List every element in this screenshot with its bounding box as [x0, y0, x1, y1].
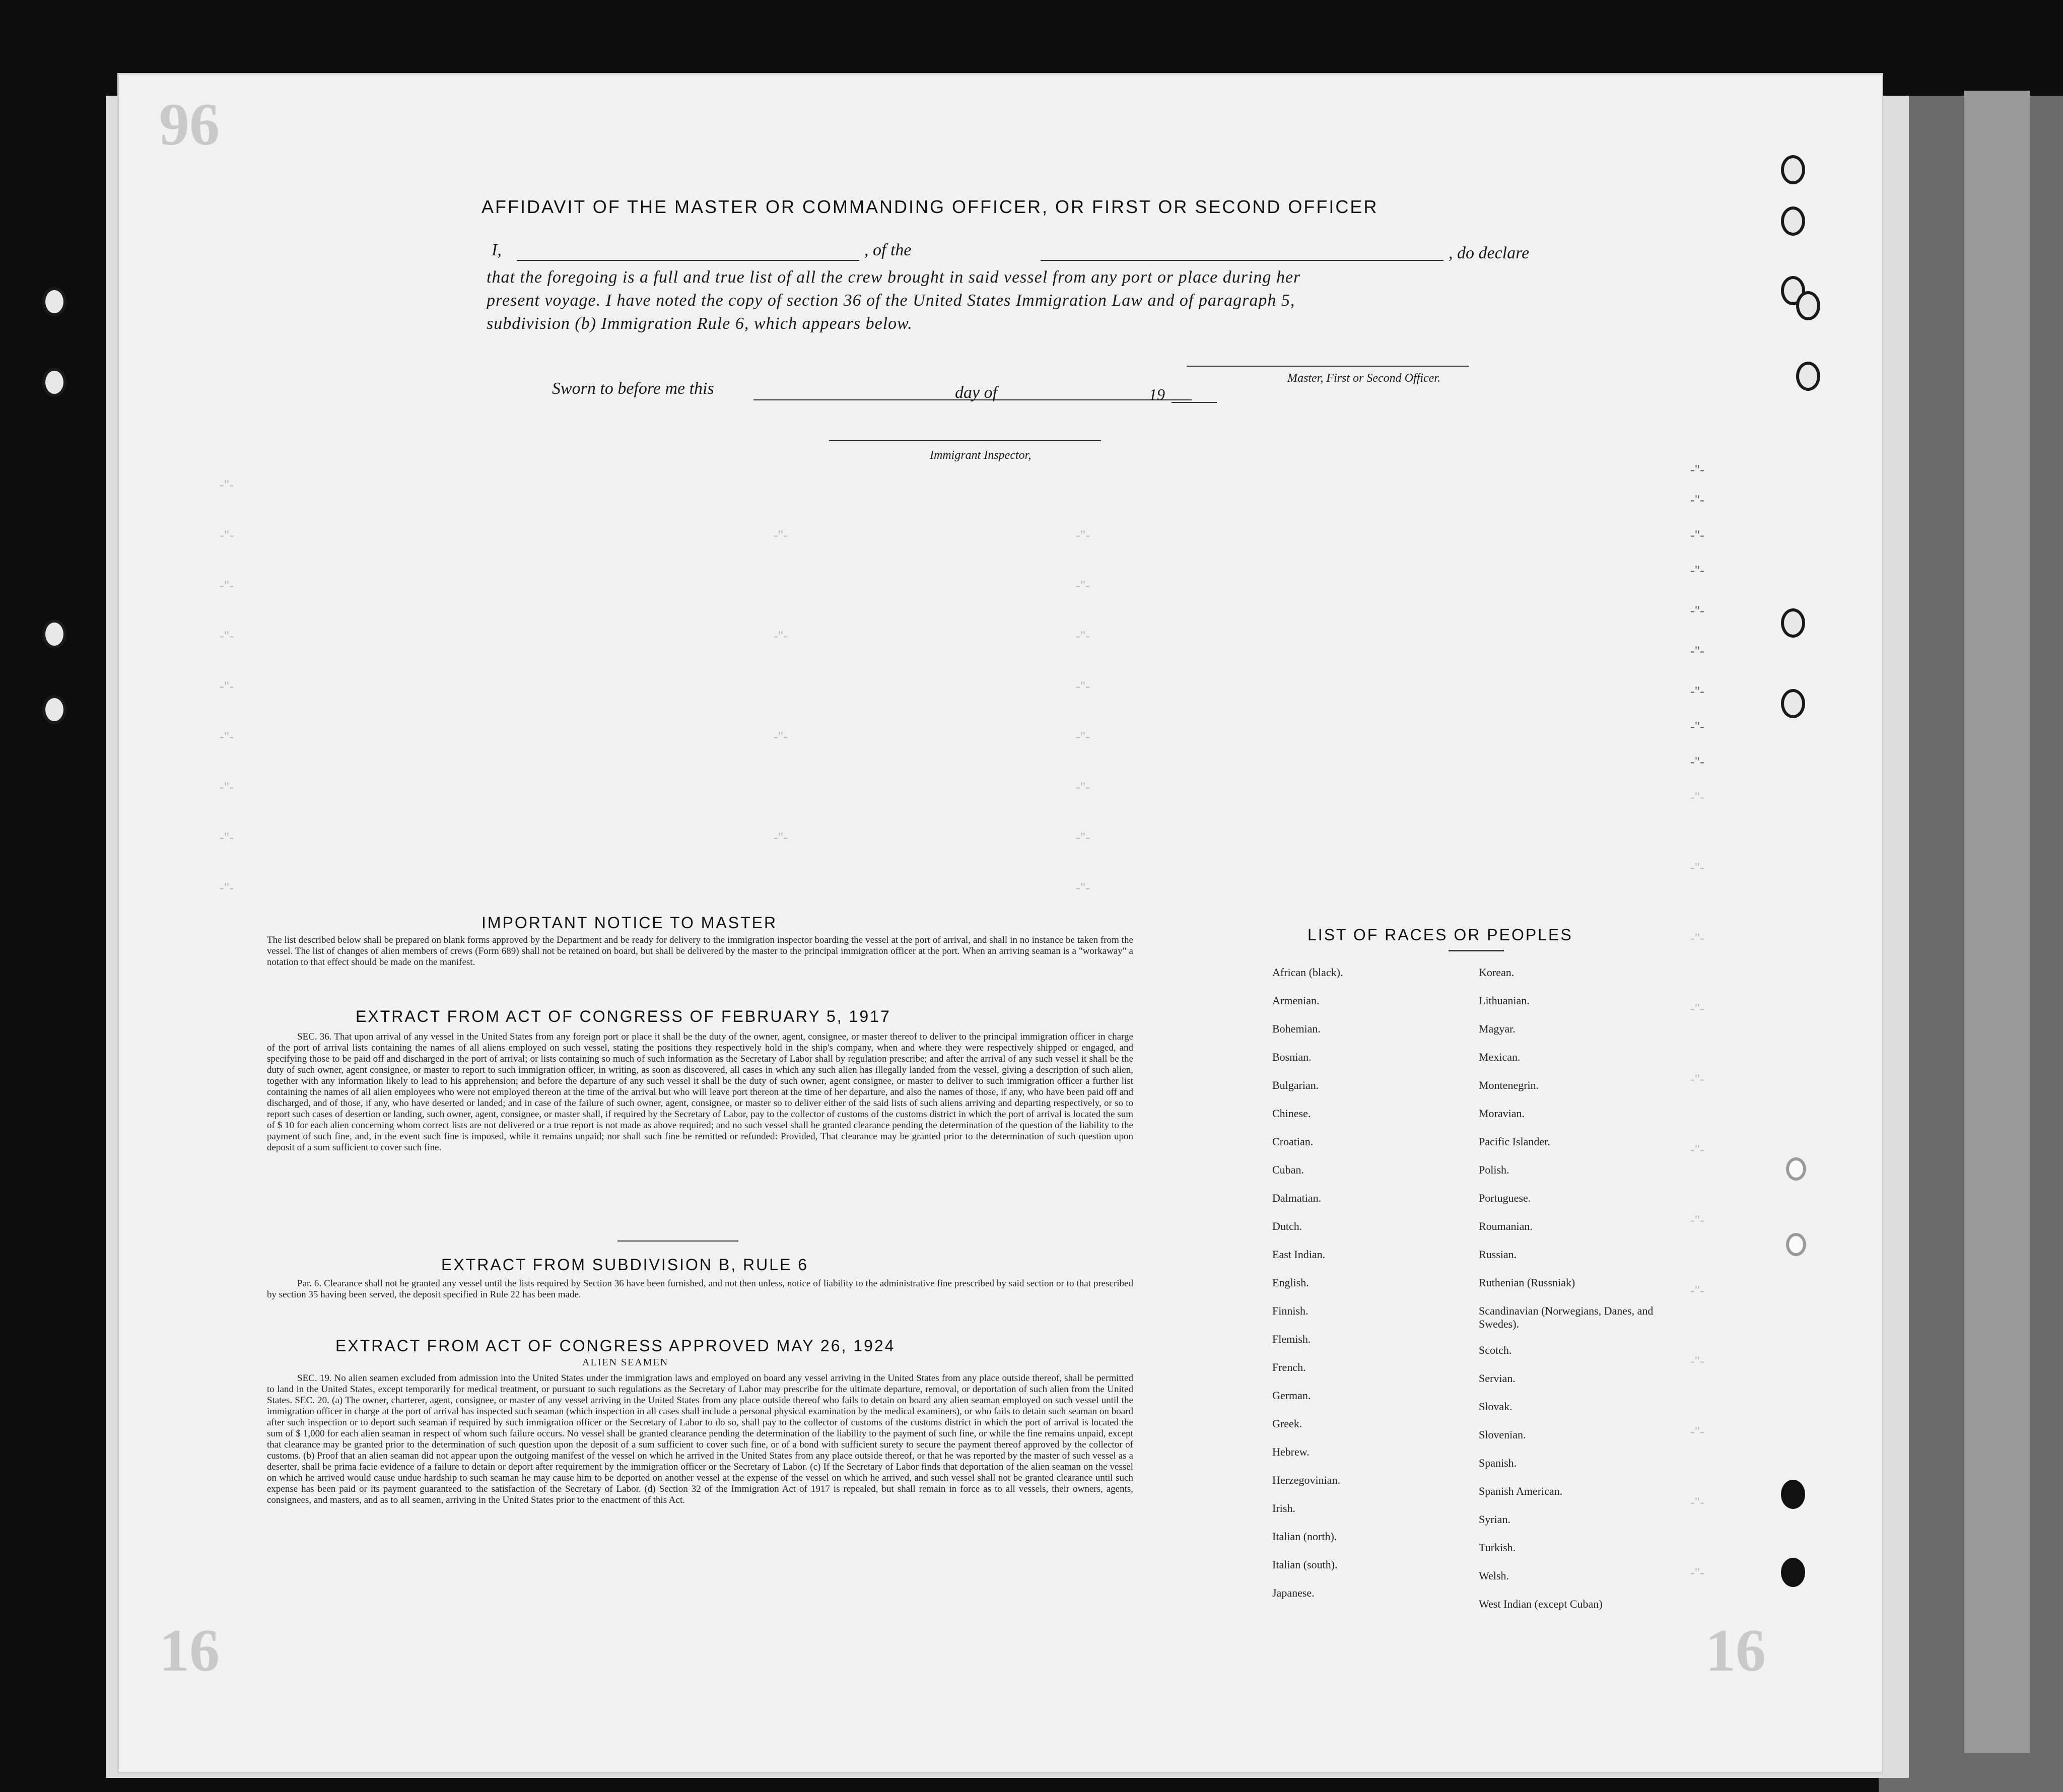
race-item: Japanese. [1272, 1587, 1315, 1599]
race-item: Dalmatian. [1272, 1192, 1322, 1204]
affidavit-do-declare: , do declare [1449, 244, 1530, 262]
extract-1924-subtitle: ALIEN SEAMEN [582, 1357, 669, 1368]
extract-1917-text: SEC. 36. That upon arrival of any vessel in the United States from any foreign port or place it shall be the duty of the owner, agent, consignee, or master thereof to deliver to the principal immigration officer in charge of the port of arrival lists containing the names of all aliens employed on such vessel, stating the positions they respectively hold in the ship's company, when and where they were respectively shipped or engaged, and specifying those to be paid off and discharged in the port of arrival; or lists containing so much of such information as the Secretary of Labor shall by regulation prescribe; and after the arrival of any such vessel it shall be the duty of such owner, agent consignee, or master to report to such immigration officer, in writing, as soon as discovered, all cases in which any such alien has illegally landed from the vessel, giving a description of such alien, together with any information likely to lead to his apprehension; and before the departure of any such vessel it shall be the duty of such owner, agent consignee, or master to deliver to such immigration officer a further list containing the names of all alien employees who were not employed thereon at the time of the arrival but who will leave port thereon at the time of her departure, and also the names of those, if any, who have been paid off and discharged, and of those, if any, who have deserted or landed; and in case of the failure of such owner, agent, consignee, or master so to deliver either of the said lists of such aliens arriving and departing respectively, or so to report such cases of desertion or landing, such owner, agent, consignee, or master shall, if required by the Secretary of Labor, pay to the collector of customs of the customs district in which the port of arrival is located the sum of $ 10 for each alien concerning whom correct lists are not delivered or a true report is not made as above required; and no such vessel shall be granted clearance pending the determination of the question of the liability to the payment of such fine, and, in the event such fine is imposed, while it remains unpaid; nor shall such fine be remitted or refunded: Provided, That clearance may be granted prior to the determination of such question upon deposit of a sum sufficient to cover such fine. [267, 1031, 1133, 1153]
binder-hole-left [42, 695, 66, 724]
race-item: Slovenian. [1479, 1428, 1526, 1441]
affidavit-i-label: I, [492, 241, 502, 259]
binder-hole [1796, 362, 1820, 391]
race-item: Dutch. [1272, 1220, 1302, 1232]
race-item: Italian (south). [1272, 1558, 1338, 1571]
extract-1917-title: EXTRACT FROM ACT OF CONGRESS OF FEBRUARY 5, 1917 [356, 1007, 891, 1025]
notice-text: The list described below shall be prepared on blank forms approved by the Department and be ready for delivery to the immigration inspector boarding the vessel at the port of arrival, and shall in no instance be taken from the vessel. The list of changes of alien members of crews (Form 689) shall not be retained on board, but shall be delivered by the master to the principal immigration officer at the port. When an arriving seaman is a "workaway" a notation to that effect should be made on the manifest. [267, 935, 1133, 968]
binder-hole [1781, 608, 1805, 638]
race-item: Cuban. [1272, 1163, 1304, 1176]
race-item: Turkish. [1479, 1541, 1516, 1554]
ghost-page-number: 96 [159, 91, 220, 158]
day-of-label: day of [955, 383, 998, 402]
affidavit-title: AFFIDAVIT OF THE MASTER OR COMMANDING OFFICER, OR FIRST OR SECOND OFFICER [482, 196, 1379, 217]
races-left-list [1272, 966, 1343, 1615]
race-item: Roumanian. [1479, 1220, 1533, 1232]
race-item: Korean. [1479, 966, 1515, 979]
affidavit-body-line-2: present voyage. I have noted the copy of section 36 of the United States Immigration Law and of paragraph 5, [487, 291, 1295, 310]
race-item: West Indian (except Cuban) [1479, 1598, 1603, 1610]
binder-hole [1781, 689, 1805, 718]
inspector-signature-line[interactable] [829, 440, 1101, 441]
race-item: Chinese. [1272, 1107, 1311, 1120]
race-item: Herzegovinian. [1272, 1474, 1340, 1486]
race-item: English. [1272, 1276, 1309, 1289]
binder-hole-left [42, 619, 66, 649]
race-item: Mexican. [1479, 1051, 1521, 1063]
race-item: Scotch. [1479, 1344, 1512, 1356]
race-item: East Indian. [1272, 1248, 1326, 1261]
race-item: Greek. [1272, 1417, 1302, 1430]
race-item: Russian. [1479, 1248, 1517, 1261]
vessel-blank-line[interactable] [1041, 260, 1443, 261]
binder-hole [1781, 1558, 1805, 1587]
affidavit-of-the: , of the [864, 241, 912, 259]
race-item: Servian. [1479, 1372, 1516, 1385]
year-blank-line[interactable] [1172, 402, 1217, 403]
sworn-month-line[interactable] [1041, 399, 1192, 400]
race-item: Armenian. [1272, 994, 1320, 1007]
race-item: Syrian. [1479, 1513, 1510, 1526]
ghost-page-number-right: 16 [1705, 1617, 1766, 1684]
races-title-underline [1449, 950, 1504, 951]
race-item: Bulgarian. [1272, 1079, 1319, 1091]
binder-hole [1781, 1480, 1805, 1509]
races-right-list [1479, 966, 1660, 1626]
document-page: 96 16 16 -"- -"- -"- -"- -"- -"- -"- -"- -"- -"- -"- -"- -"- -"- -"- -"- -"- -"- -"- -"- -"- -"- -"- -"- -"- -"- -"- -"- -"- -"- -"- -"- -"- -"- -"- -"- -"- -"- -"- -"- -"- -"- AFFIDAVIT OF THE MASTER OR COMMANDING OFFICER, OR FIRST OR SECOND OFFICER I, , of the , do declare that the foregoing is a full and true list of all the crew brought in said vessel from any port or place during her present voyage. I have noted the copy of section 36 of the United States Immigration Law and of paragraph 5, subdivision (b) Immigration Rule 6, which appears below. Master, First or Second Officer. Sworn to before me this day of 19 Immigrant Inspector, IMPORTANT NOTICE TO MASTER The list described below shall be prepared on blank forms approved by the Department and be ready for delivery to the immigration inspector boarding the vessel at the port of arrival, and shall in no instance be taken from the vessel. The list of changes of alien members of crews (Form 689) shall not be retained on board, but shall be delivered by the master to the principal immigration officer at the port. When an arriving seaman is a "workaway" a notation to that effect should be made on the manifest. EXTRACT FROM ACT OF CONGRESS OF FEBRUARY 5, 1917 SEC. 36. That upon arrival of any vessel in the United States from any foreign port or place it shall be the duty of the owner, agent, consignee, or master thereof to deliver to the principal immigration officer in charge of the port of arrival lists containing the names of all aliens employed on such vessel, stating the positions they respectively hold in the ship's company, when and where they were respectively shipped or engaged, and specifying those to be paid off and discharged in the port of arrival; or lists containing so much of such information as the Secretary of Labor shall by regulation prescribe; and after the arrival of any such vessel it shall be the duty of such owner, agent consignee, or master to report to such immigration officer, in writing, as soon as discovered, all cases in which any such alien has illegally landed from the vessel, giving a description of such alien, together with any information likely to lead to his apprehension; and before the departure of any such vessel it shall be the duty of such owner, agent consignee, or master to deliver to such immigration officer a further list containing the names of all alien employees who were not employed thereon at the time of the arrival but who will leave port thereon at the time of her departure, and also the names of those, if any, who have been paid off and discharged, and of those, if any, who have deserted or landed; and in case of the failure of such owner, agent, consignee, or master so to deliver either of the said lists of such aliens arriving and departing respectively, or so to report such cases of desertion or landing, such owner, agent, consignee, or master shall, if required by the Secretary of Labor, pay to the collector of customs of the customs district in which the port of arrival is located the sum of $ 10 for each alien concerning whom correct lists are not delivered or a true report is not made as above required; and no such vessel shall be granted clearance pending the determination of the question of the liability to the payment of such fine, and, in the event such fine is imposed, while it remains unpaid; nor shall such fine be remitted or refunded: Provided, That clearance may be granted prior to the determination of such question upon deposit of a sum sufficient to cover such fine. EXTRACT FROM SUBDIVISION B, RULE 6 Par. 6. Clearance shall not be granted any vessel until the lists required by Section 36 have been furnished, and not then unless, notice of liability to the administrative fine prescribed by said section or to that prescribed by section 35 having been served, the deposit specified in Rule 22 has been made. EXTRACT FROM ACT OF CONGRESS APPROVED MAY 26, 1924 ALIEN SEAMEN SEC. 19. No alien seamen excluded from admission into the United States under the immigration laws and employed on board any vessel arriving in the United States from any place outside thereof, shall be permitted to land in the United States, except temporarily for medical treatment, or pursuant to such regulations as the Secretary of Labor may prescribe for the ultimate departure, removal, or deportation of such alien from the United States. SEC. 20. (a) The owner, charterer, agent, consignee, or master of any vessel arriving in the United States from any place outside thereof who fails to detain on board any alien seaman employed on such vessel until the immigration officer in charge at the port of arrival has inspected such seaman (which inspection in all cases shall include a personal physical examination by the medical examiners), or who fails to detain such seaman on board after such inspection or to deport such seaman if required by such immigration officer or the Secretary of Labor to do so, shall pay to the collector of customs of the customs district in which the port of arrival is located the sum of $ 1,000 for each alien seaman in respect of whom such failure occurs. No vessel shall be granted clearance pending the determination of the liability to the payment of such fine, or while the fine remains unpaid, except that clearance may be granted prior to the determination of such question upon the deposit of a sum sufficient to cover such fine, or of a bond with sufficient surety to secure the payment thereof approved by the collector of customs. (b) Proof that an alien seaman did not appear upon the outgoing manifest of the vessel on which he arrived in the United States from any place outside thereof, or that he was reported by the master of such vessel as a deserter, shall be prima facie evidence of a failure to detain or deport after requirement by the immigration officer or the Secretary of Labor. (c) If the Secretary of Labor finds that deportation of the alien seaman on the vessel on which he arrived would cause undue hardship to such seaman he may cause him to be deported on another vessel at the expense of the vessel on which he arrived, and such vessel shall not be granted clearance until such expense has been paid or its payment guaranteed to the satisfaction of the Secretary of Labor. (d) Section 32 of the Immigration Act of 1917 is repealed, but shall remain in force as to all vessels, their owners, agents, consignees, and masters, and as to all seamen, arriving in the United States prior to the enactment of this Act. LIST OF RACES OR PEOPLES African (black). Armenian. Bohemian. Bosnian. Bulgarian. Chinese. Croatian. Cuban. Dalmatian. Dutch. East Indian. English. Finnish. Flemish. French. German. Greek. Hebrew. Herzegovinian. Irish. Italian (north). Italian (south). Japanese. Korean. Lithuanian. Magyar. Mexican. Montenegrin. Moravian. Pacific Islander. Polish. Portuguese. Roumanian. Russian. Ruthenian (Russniak) Scandinavian (Norwegians, Danes, and Swedes). Scotch. Servian. Slovak. Slovenian. Spanish. Spanish American. Syrian. Turkish. Welsh. West Indian (except Cuban) [119, 75, 1882, 1772]
race-item: French. [1272, 1361, 1306, 1373]
race-item: Spanish American. [1479, 1485, 1563, 1497]
officer-label: Master, First or Second Officer. [1287, 372, 1440, 385]
extract-1924-title: EXTRACT FROM ACT OF CONGRESS APPROVED MAY 26, 1924 [335, 1337, 896, 1355]
race-item: Polish. [1479, 1163, 1509, 1176]
affidavit-body-line-3: subdivision (b) Immigration Rule 6, which appears below. [487, 314, 913, 333]
race-item: Irish. [1272, 1502, 1295, 1514]
back-sheet-edge [1964, 91, 2030, 1753]
race-item: Croatian. [1272, 1135, 1314, 1148]
binder-hole-left [42, 287, 66, 316]
race-item: Scandinavian (Norwegians, Danes, and Swedes). [1479, 1304, 1654, 1330]
race-item: Montenegrin. [1479, 1079, 1539, 1091]
extract-1924-text: SEC. 19. No alien seamen excluded from admission into the United States under the immigration laws and employed on board any vessel arriving in the United States from any place outside thereof, shall be permitted to land in the United States, except temporarily for medical treatment, or pursuant to such regulations as the Secretary of Labor may prescribe for the ultimate departure, removal, or deportation of such alien from the United States. SEC. 20. (a) The owner, charterer, agent, consignee, or master of any vessel arriving in the United States from any place outside thereof who fails to detain on board any alien seaman employed on such vessel until the immigration officer in charge at the port of arrival has inspected such seaman (which inspection in all cases shall include a personal physical examination by the medical examiners), or who fails to detain such seaman on board after such inspection or to deport such seaman if required by such immigration officer or the Secretary of Labor to do so, shall pay to the collector of customs of the customs district in which the port of arrival is located the sum of $ 1,000 for each alien seaman in respect of whom such failure occurs. No vessel shall be granted clearance pending the determination of the liability to the payment of such fine, or while the fine remains unpaid, except that clearance may be granted prior to the determination of such question upon the deposit of a sum sufficient to cover such fine, or of a bond with sufficient surety to secure the payment thereof approved by the collector of customs. (b) Proof that an alien seaman did not appear upon the outgoing manifest of the vessel on which he arrived in the United States from any place outside thereof, or that he was reported by the master of such vessel as a deserter, shall be prima facie evidence of a failure to detain or deport after requirement by the immigration officer or the Secretary of Labor. (c) If the Secretary of Labor finds that deportation of the alien seaman on the vessel on which he arrived would cause undue hardship to such seaman he may cause him to be deported on another vessel at the expense of the vessel on which he arrived, and such vessel shall not be granted clearance until such expense has been paid or its payment guaranteed to the satisfaction of the Secretary of Labor. (d) Section 32 of the Immigration Act of 1917 is repealed, but shall remain in force as to all vessels, their owners, agents, consignees, and masters, and as to all seamen, arriving in the United States prior to the enactment of this Act. [267, 1373, 1133, 1505]
officer-signature-line[interactable] [1187, 366, 1469, 367]
race-item: Finnish. [1272, 1304, 1309, 1317]
race-item: German. [1272, 1389, 1311, 1402]
race-item: Hebrew. [1272, 1445, 1310, 1458]
race-item: Ruthenian (Russniak) [1479, 1276, 1575, 1289]
race-item: African (black). [1272, 966, 1343, 979]
races-title: LIST OF RACES OR PEOPLES [1308, 926, 1573, 944]
subdivision-b-text: Par. 6. Clearance shall not be granted any vessel until the lists required by Section 36 have been furnished, and not then unless, notice of liability to the administrative fine prescribed by said section or to that prescribed by section 35 having been served, the deposit specified in Rule 22 has been made. [267, 1278, 1133, 1300]
race-item: Flemish. [1272, 1333, 1311, 1345]
race-item: Welsh. [1479, 1569, 1509, 1582]
inspector-label: Immigrant Inspector, [930, 449, 1032, 462]
name-blank-line[interactable] [517, 260, 859, 261]
subdivision-b-title: EXTRACT FROM SUBDIVISION B, RULE 6 [441, 1256, 809, 1274]
binder-hole-left [42, 368, 66, 397]
race-item: Lithuanian. [1479, 994, 1530, 1007]
year-prefix: 19 [1149, 385, 1165, 403]
section-divider [617, 1240, 738, 1242]
binder-hole [1781, 206, 1805, 236]
sworn-day-line[interactable] [753, 399, 1041, 400]
race-item: Magyar. [1479, 1022, 1516, 1035]
race-item: Pacific Islander. [1479, 1135, 1550, 1148]
sworn-label: Sworn to before me this [552, 379, 714, 398]
race-item: Moravian. [1479, 1107, 1525, 1120]
binder-hole [1796, 291, 1820, 320]
race-item: Bohemian. [1272, 1022, 1321, 1035]
race-item: Bosnian. [1272, 1051, 1312, 1063]
binder-hole [1781, 155, 1805, 184]
race-item: Spanish. [1479, 1457, 1517, 1469]
binder-hole [1786, 1233, 1806, 1256]
binder-hole [1786, 1157, 1806, 1181]
race-item: Slovak. [1479, 1400, 1512, 1413]
ghost-page-number-bottom: 16 [159, 1617, 220, 1684]
race-item: Portuguese. [1479, 1192, 1531, 1204]
affidavit-body-line-1: that the foregoing is a full and true list of all the crew brought in said vessel from any port or place during her [487, 268, 1301, 287]
notice-title: IMPORTANT NOTICE TO MASTER [482, 914, 778, 932]
race-item: Italian (north). [1272, 1530, 1337, 1543]
